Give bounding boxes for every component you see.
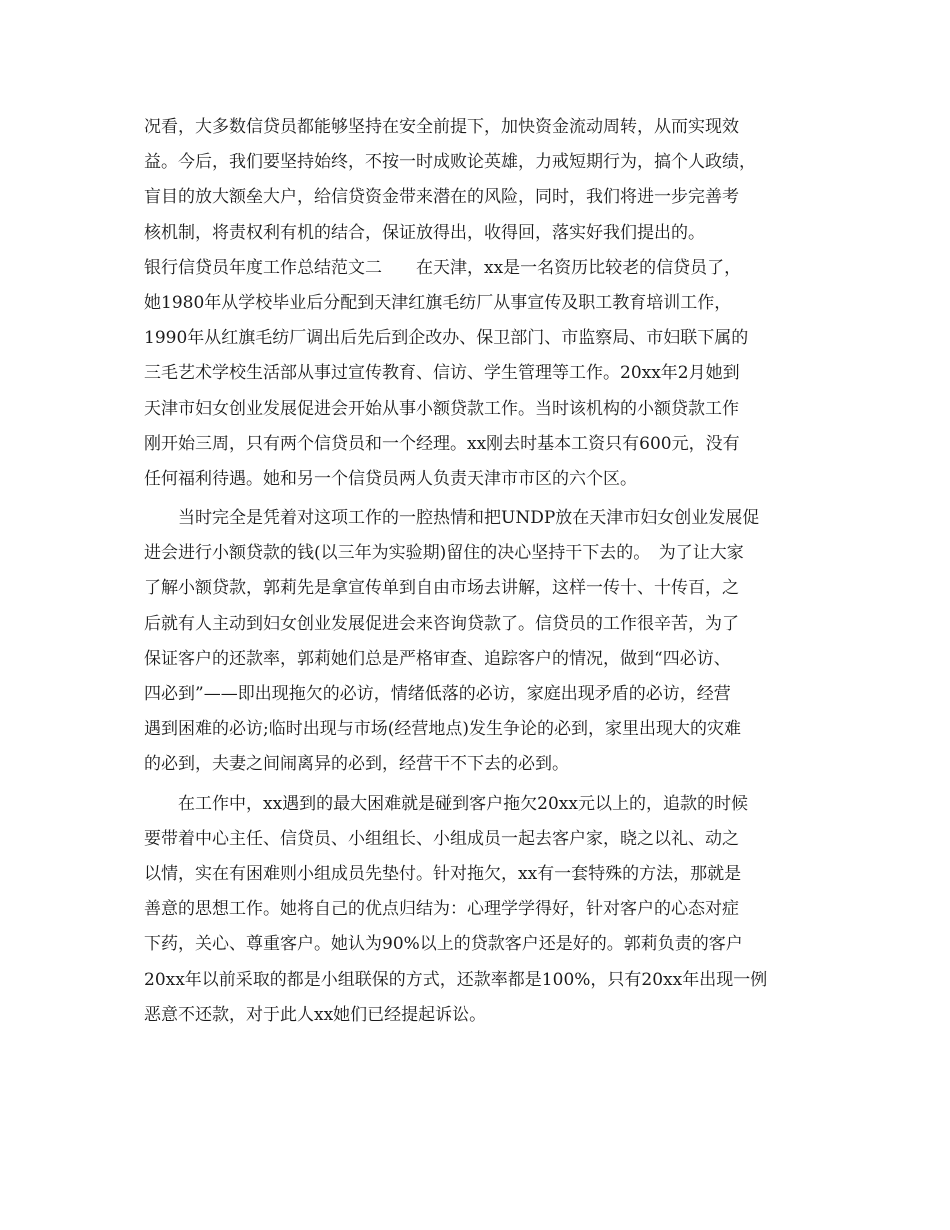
text-line: 善意的思想工作。她将自己的优点归结为：心理学学得好，针对客户的心态对症 bbox=[144, 899, 739, 920]
document-body bbox=[144, 110, 814, 1033]
text-line: 三毛艺术学校生活部从事过宣传教育、信访、学生管理等工作。20xx年2月她到 bbox=[144, 363, 740, 384]
text-line: 银行信贷员年度工作总结范文二 在天津，xx是一名资历比较老的信贷员了， bbox=[144, 257, 742, 278]
text-line: 她1980年从学校毕业后分配到天津红旗毛纺厂从事宣传及职工教育培训工作， bbox=[144, 292, 732, 313]
text-line: 天津市妇女创业发展促进会开始从事小额贷款工作。当时该机构的小额贷款工作 bbox=[144, 398, 739, 419]
text-line: 要带着中心主任、信贷员、小组组长、小组成员一起去客户家，晓之以礼、动之 bbox=[144, 828, 739, 849]
text-line: 益。今后，我们要坚持始终，不按一时成败论英雄，力戒短期行为，搞个人政绩， bbox=[144, 152, 756, 173]
text-line: 了解小额贷款，郭莉先是拿宣传单到自由市场去讲解，这样一传十、十传百，之 bbox=[144, 578, 739, 599]
text-line: 的必到，夫妻之间闹离异的必到，经营干不下去的必到。 bbox=[144, 754, 569, 775]
text-line: 况看，大多数信贷员都能够坚持在安全前提下，加快资金流动周转，从而实现效 bbox=[144, 117, 739, 137]
text-line: 核机制，将责权利有机的结合，保证放得出，收得回，落实好我们提出的。 bbox=[144, 222, 705, 243]
text-line: 下药，关心、尊重客户。她认为90%以上的贷款客户还是好的。郭莉负责的客户 bbox=[144, 934, 743, 955]
text-line: 遇到困难的必访;临时出现与市场(经营地点)发生争论的必到，家里出现大的灾难 bbox=[144, 719, 741, 740]
text-line: 后就有人主动到妇女创业发展促进会来咨询贷款了。信贷员的工作很辛苦，为了 bbox=[144, 613, 739, 634]
text-line: 任何福利待遇。她和另一个信贷员两人负责天津市市区的六个区。 bbox=[144, 468, 637, 489]
paragraph bbox=[144, 251, 814, 497]
text-line: 1990年从红旗毛纺厂调出后先后到企改办、保卫部门、市监察局、市妇联下属的 bbox=[144, 328, 749, 349]
text-line: 以情，实在有困难则小组成员先垫付。针对拖欠，xx有一套特殊的方法，那就是 bbox=[144, 863, 742, 884]
paragraph bbox=[144, 787, 814, 1033]
text-line: 恶意不还款，对于此人xx她们已经提起诉讼。 bbox=[144, 1004, 487, 1025]
paragraph bbox=[144, 110, 814, 251]
text-line: 当时完全是凭着对这项工作的一腔热情和把UNDP放在天津市妇女创业发展促 bbox=[178, 508, 760, 529]
text-line: 四必到”——即出现拖欠的必访，情绪低落的必访，家庭出现矛盾的必访，经营 bbox=[144, 684, 731, 704]
text-line: 进会进行小额贷款的钱(以三年为实验期)留住的决心坚持干下去的。 为了让大家 bbox=[144, 543, 744, 564]
text-line: 保证客户的还款率，郭莉她们总是严格审查、追踪客户的情况，做到“四必访、 bbox=[144, 648, 731, 669]
text-line: 刚开始三周，只有两个信贷员和一个经理。xx刚去时基本工资只有600元，没有 bbox=[144, 433, 740, 454]
text-line: 在工作中，xx遇到的最大困难就是碰到客户拖欠20xx元以上的，追款的时候 bbox=[178, 793, 748, 814]
text-line: 20xx年以前采取的都是小组联保的方式，还款率都是100%，只有20xx年出现一例 bbox=[144, 969, 768, 990]
text-line: 盲目的放大额垒大户，给信贷资金带来潜在的风险，同时，我们将进一步完善考 bbox=[144, 187, 739, 208]
paragraph bbox=[144, 501, 814, 783]
